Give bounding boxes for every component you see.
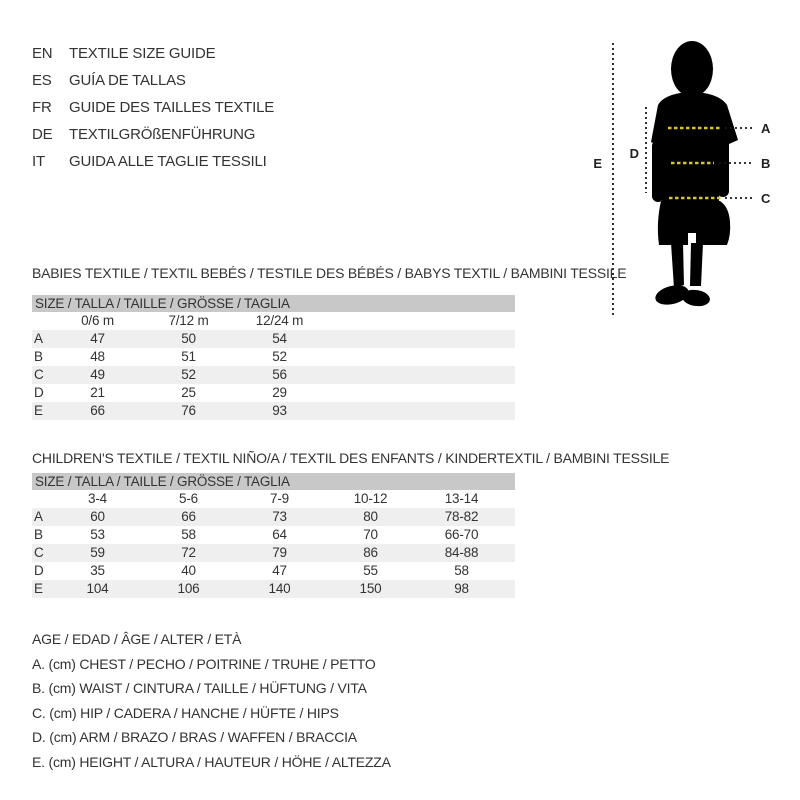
size-guide-title: GUIDA ALLE TAGLIE TESSILI: [69, 153, 267, 170]
cell-value: 70: [363, 527, 378, 542]
cell-value: 150: [359, 581, 382, 596]
cell-value: 49: [90, 367, 105, 382]
cell-value: 93: [272, 403, 287, 418]
figure-label-a: A: [761, 121, 771, 136]
language-code: ES: [32, 72, 52, 89]
cell-value: 47: [90, 331, 105, 346]
cell-value: 54: [272, 331, 287, 346]
column-header: 3-4: [88, 491, 107, 506]
cell-value: 48: [90, 349, 105, 364]
cell-value: 53: [90, 527, 105, 542]
row-label: E: [34, 403, 43, 418]
table-row: [32, 580, 515, 598]
figure-label-d: D: [629, 146, 639, 161]
table-row: [32, 366, 515, 384]
size-header-bar: SIZE / TALLA / TAILLE / GRÖSSE / TAGLIA: [32, 473, 515, 490]
row-label: A: [34, 331, 43, 346]
cell-value: 47: [272, 563, 287, 578]
cell-value: 84-88: [444, 545, 479, 560]
babies-section-title: BABIES TEXTILE / TEXTIL BEBÉS / TESTILE DES BÉBÉS / BABYS TEXTIL / BAMBINI TESSILE: [32, 265, 627, 281]
cell-value: 52: [272, 349, 287, 364]
figure-label-b: B: [761, 156, 771, 171]
table-row: [32, 562, 515, 580]
cell-value: 35: [90, 563, 105, 578]
cell-value: 106: [177, 581, 200, 596]
cell-value: 72: [181, 545, 196, 560]
cell-value: 66: [90, 403, 105, 418]
legend-age: AGE / EDAD / ÂGE / ALTER / ETÀ: [32, 631, 242, 647]
size-guide-title: GUÍA DE TALLAS: [69, 72, 186, 89]
language-row-es: [32, 67, 274, 94]
measurement-figure: [583, 33, 788, 325]
table-row: [32, 384, 515, 402]
column-header: 5-6: [179, 491, 198, 506]
table-row: [32, 508, 515, 526]
row-label: D: [34, 385, 44, 400]
cell-value: 66-70: [444, 527, 479, 542]
column-header: 0/6 m: [81, 313, 114, 328]
size-guide-title: TEXTILGRÖßENFÜHRUNG: [69, 126, 256, 143]
cell-value: 140: [268, 581, 291, 596]
language-code: FR: [32, 99, 52, 116]
cell-value: 76: [181, 403, 196, 418]
cell-value: 51: [181, 349, 196, 364]
children-size-table: [32, 473, 515, 598]
column-header-row: [32, 312, 515, 330]
cell-value: 55: [363, 563, 378, 578]
language-row-de: [32, 121, 274, 148]
language-row-fr: [32, 94, 274, 121]
legend-waist: B. (cm) WAIST / CINTURA / TAILLE / HÜFTUNG / VITA: [32, 680, 367, 696]
figure-label-c: C: [761, 191, 771, 206]
babies-size-table: [32, 295, 515, 420]
cell-value: 58: [181, 527, 196, 542]
row-label: A: [34, 509, 43, 524]
column-header: 7/12 m: [168, 313, 209, 328]
language-row-it: [32, 148, 274, 175]
child-silhouette: [651, 41, 738, 308]
cell-value: 73: [272, 509, 287, 524]
cell-value: 80: [363, 509, 378, 524]
language-code: DE: [32, 126, 53, 143]
cell-value: 86: [363, 545, 378, 560]
size-guide-title: GUIDE DES TAILLES TEXTILE: [69, 99, 275, 116]
legend-arm: D. (cm) ARM / BRAZO / BRAS / WAFFEN / BRACCIA: [32, 729, 357, 745]
cell-value: 40: [181, 563, 196, 578]
column-header: 7-9: [270, 491, 289, 506]
cell-value: 98: [454, 581, 469, 596]
cell-value: 104: [86, 581, 109, 596]
table-row: [32, 402, 515, 420]
language-row-en: [32, 40, 274, 67]
row-label: B: [34, 349, 43, 364]
column-header: 13-14: [444, 491, 479, 506]
children-section-title: CHILDREN'S TEXTILE / TEXTIL NIÑO/A / TEXTIL DES ENFANTS / KINDERTEXTIL / BAMBINI TESSILE: [32, 450, 670, 466]
cell-value: 25: [181, 385, 196, 400]
cell-value: 79: [272, 545, 287, 560]
table-row: [32, 526, 515, 544]
cell-value: 59: [90, 545, 105, 560]
column-header: 12/24 m: [255, 313, 304, 328]
column-header: 10-12: [353, 491, 388, 506]
row-label: D: [34, 563, 44, 578]
cell-value: 21: [90, 385, 105, 400]
cell-value: 56: [272, 367, 287, 382]
cell-value: 64: [272, 527, 287, 542]
cell-value: 78-82: [444, 509, 479, 524]
size-header-bar: SIZE / TALLA / TAILLE / GRÖSSE / TAGLIA: [32, 295, 515, 312]
row-label: E: [34, 581, 43, 596]
cell-value: 29: [272, 385, 287, 400]
cell-value: 60: [90, 509, 105, 524]
size-guide-title: TEXTILE SIZE GUIDE: [69, 45, 216, 62]
table-row: [32, 544, 515, 562]
language-code: EN: [32, 45, 53, 62]
cell-value: 50: [181, 331, 196, 346]
row-label: C: [34, 545, 44, 560]
cell-value: 66: [181, 509, 196, 524]
column-header-row: [32, 490, 515, 508]
measurement-legend: [32, 627, 391, 774]
table-row: [32, 348, 515, 366]
cell-value: 58: [454, 563, 469, 578]
row-label: B: [34, 527, 43, 542]
row-label: C: [34, 367, 44, 382]
figure-label-e: E: [593, 156, 602, 171]
legend-height: E. (cm) HEIGHT / ALTURA / HAUTEUR / HÖHE / ALTEZZA: [32, 753, 391, 770]
child-silhouette-diagram: [583, 33, 788, 325]
language-title-list: [32, 40, 274, 175]
legend-chest: A. (cm) CHEST / PECHO / POITRINE / TRUHE / PETTO: [32, 655, 376, 672]
language-code: IT: [32, 153, 45, 170]
legend-hip: C. (cm) HIP / CADERA / HANCHE / HÜFTE / HIPS: [32, 704, 339, 721]
table-row: [32, 330, 515, 348]
cell-value: 52: [181, 367, 196, 382]
